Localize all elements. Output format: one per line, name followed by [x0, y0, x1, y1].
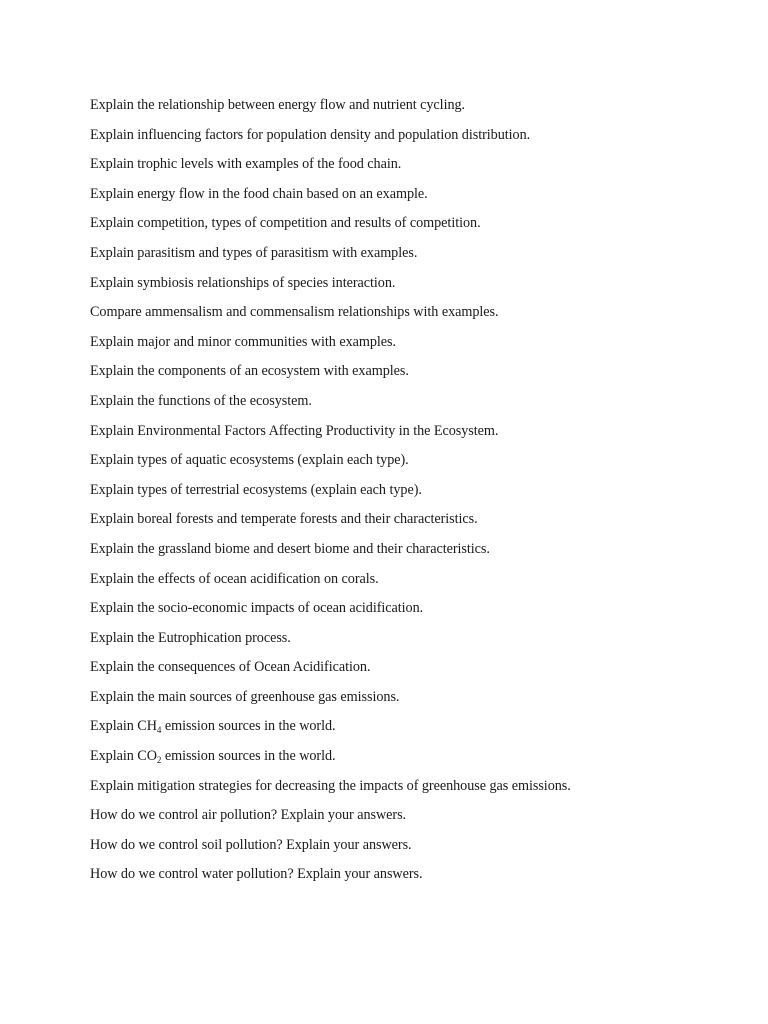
question-item: How do we control soil pollution? Explain your answers.	[90, 836, 412, 853]
question-item: Explain the socio-economic impacts of ocean acidification.	[90, 600, 424, 617]
question-item-co2	[90, 742, 571, 772]
question-item: Explain the functions of the ecosystem.	[90, 392, 312, 409]
question-item: Compare ammensalism and commensalism relationships with examples.	[90, 304, 499, 321]
question-item: Explain types of aquatic ecosystems (explain each type).	[90, 452, 409, 469]
question-item: Explain the grassland biome and desert biome and their characteristics.	[90, 540, 490, 557]
question-item: Explain the Eutrophication process.	[90, 629, 291, 646]
question-item: Explain symbiosis relationships of species interaction.	[90, 274, 396, 291]
subscript: 2	[156, 755, 162, 766]
question-item: Explain the effects of ocean acidification on corals.	[90, 570, 379, 587]
question-item: Explain energy flow in the food chain based on an example.	[90, 185, 428, 202]
question-item: How do we control air pollution? Explain your answers.	[90, 807, 407, 824]
question-item: Explain mitigation strategies for decreasing the impacts of greenhouse gas emissions.	[90, 777, 571, 794]
question-item: Explain the consequences of Ocean Acidification.	[90, 659, 371, 676]
question-item: Explain major and minor communities with examples.	[90, 333, 397, 350]
question-text-pre: Explain CH	[90, 718, 157, 735]
question-item: Explain the relationship between energy flow and nutrient cycling.	[90, 97, 466, 113]
question-text-pre: Explain CO	[90, 748, 157, 765]
question-item: Explain the components of an ecosystem with examples.	[90, 363, 409, 380]
question-text-post: emission sources in the world.	[161, 748, 336, 765]
subscript: 4	[156, 725, 162, 736]
question-item: Explain parasitism and types of parasitism with examples.	[90, 244, 418, 261]
question-item: Explain types of terrestrial ecosystems (explain each type).	[90, 481, 422, 498]
question-item-ch4	[90, 712, 571, 742]
question-item: Explain Environmental Factors Affecting Productivity in the Ecosystem.	[90, 422, 499, 439]
question-item: Explain boreal forests and temperate forests and their characteristics.	[90, 511, 478, 528]
question-list	[90, 91, 571, 890]
question-item: Explain trophic levels with examples of the food chain.	[90, 156, 402, 173]
question-item: How do we control water pollution? Explain your answers.	[90, 866, 423, 883]
question-text-post: emission sources in the world.	[161, 718, 336, 735]
question-item: Explain competition, types of competition and results of competition.	[90, 215, 481, 232]
question-item: Explain influencing factors for population density and population distribution.	[90, 126, 531, 143]
question-item: Explain the main sources of greenhouse gas emissions.	[90, 688, 400, 705]
